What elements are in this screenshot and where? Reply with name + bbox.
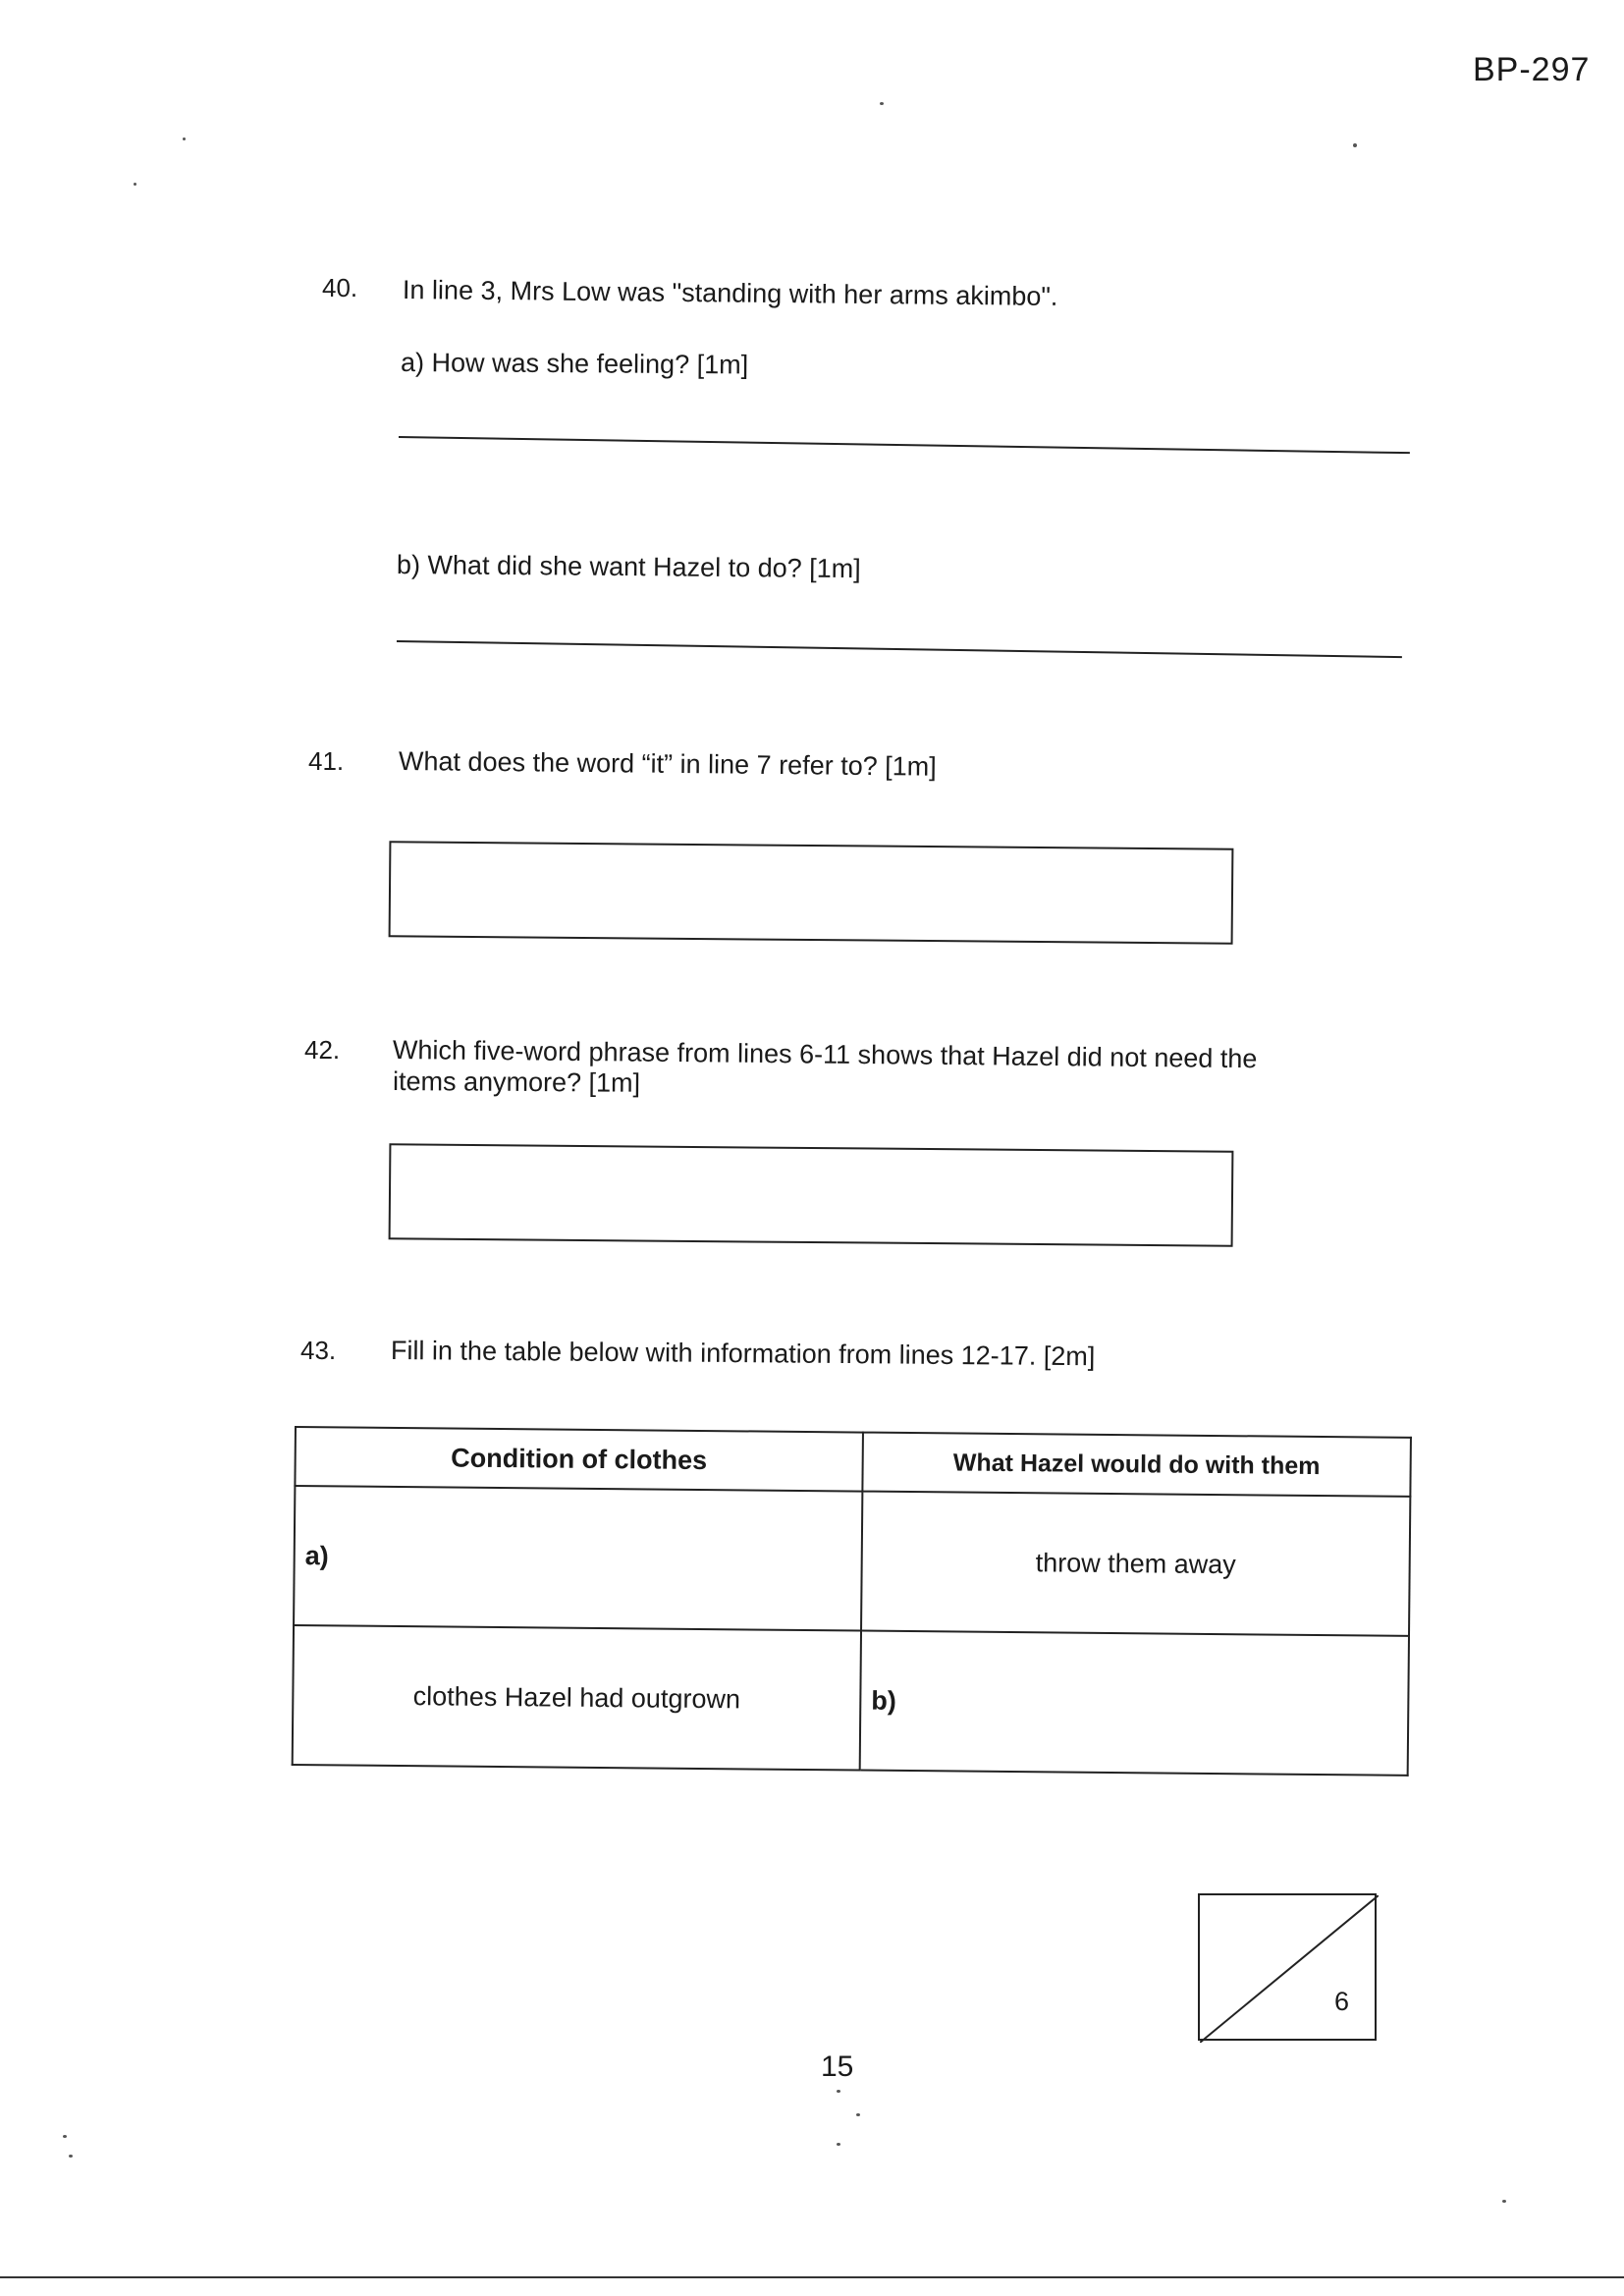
table-cell-answer-b[interactable] bbox=[860, 1631, 1409, 1776]
scan-speck bbox=[837, 2090, 840, 2093]
table-row bbox=[293, 1625, 1409, 1776]
scan-speck bbox=[856, 2113, 860, 2116]
question-43-text: Fill in the table below with information from lines 12-17. [2m] bbox=[390, 1336, 1096, 1372]
scan-speck bbox=[1502, 2200, 1506, 2203]
scan-speck bbox=[1353, 143, 1357, 147]
scan-speck bbox=[63, 2135, 67, 2138]
answer-line-40a[interactable] bbox=[399, 436, 1410, 454]
bottom-divider bbox=[0, 2276, 1624, 2278]
scan-speck bbox=[134, 183, 136, 186]
question-42-number: 42. bbox=[304, 1035, 341, 1065]
answer-box-42[interactable] bbox=[389, 1143, 1234, 1247]
table-cell-throw-away bbox=[861, 1492, 1410, 1636]
question-43-number: 43. bbox=[300, 1336, 337, 1365]
cell-label-a: a) bbox=[304, 1540, 329, 1570]
cell-value: clothes Hazel had outgrown bbox=[412, 1680, 741, 1714]
marks-box-diagonal bbox=[1200, 1895, 1379, 2043]
question-40-number: 40. bbox=[322, 273, 358, 302]
scan-speck bbox=[837, 2143, 840, 2146]
cell-label-b: b) bbox=[871, 1685, 896, 1716]
table-header-condition: Condition of clothes bbox=[295, 1427, 863, 1492]
answer-box-41[interactable] bbox=[389, 841, 1234, 945]
question-40-text: In line 3, Mrs Low was "standing with her arms akimbo". bbox=[402, 275, 1058, 311]
scan-speck bbox=[183, 137, 186, 140]
scan-speck bbox=[880, 102, 884, 105]
question-42-text-line2: items anymore? [1m] bbox=[392, 1066, 641, 1098]
table-row bbox=[294, 1486, 1410, 1636]
page-number: 15 bbox=[821, 2050, 854, 2083]
marks-value: 6 bbox=[1333, 1987, 1349, 2016]
answer-line-40b[interactable] bbox=[397, 640, 1402, 658]
scan-speck bbox=[69, 2155, 73, 2158]
question-42-text-line1: Which five-word phrase from lines 6-11 shows that Hazel did not need the bbox=[392, 1035, 1258, 1074]
table-header-row bbox=[295, 1427, 1411, 1497]
cell-value: throw them away bbox=[1035, 1547, 1236, 1579]
question-40b-text: b) What did she want Hazel to do? [1m] bbox=[396, 550, 861, 584]
document-code: BP-297 bbox=[1473, 51, 1591, 88]
table-cell-outgrown bbox=[293, 1625, 861, 1771]
marks-box bbox=[1198, 1893, 1377, 2041]
question-40a-text: a) How was she feeling? [1m] bbox=[400, 348, 749, 380]
table-header-action: What Hazel would do with them bbox=[862, 1433, 1411, 1497]
question-41-text: What does the word “it” in line 7 refer to? [1m] bbox=[398, 746, 937, 782]
fill-in-table bbox=[292, 1426, 1412, 1777]
table-cell-answer-a[interactable] bbox=[294, 1486, 862, 1631]
question-41-number: 41. bbox=[308, 746, 345, 776]
